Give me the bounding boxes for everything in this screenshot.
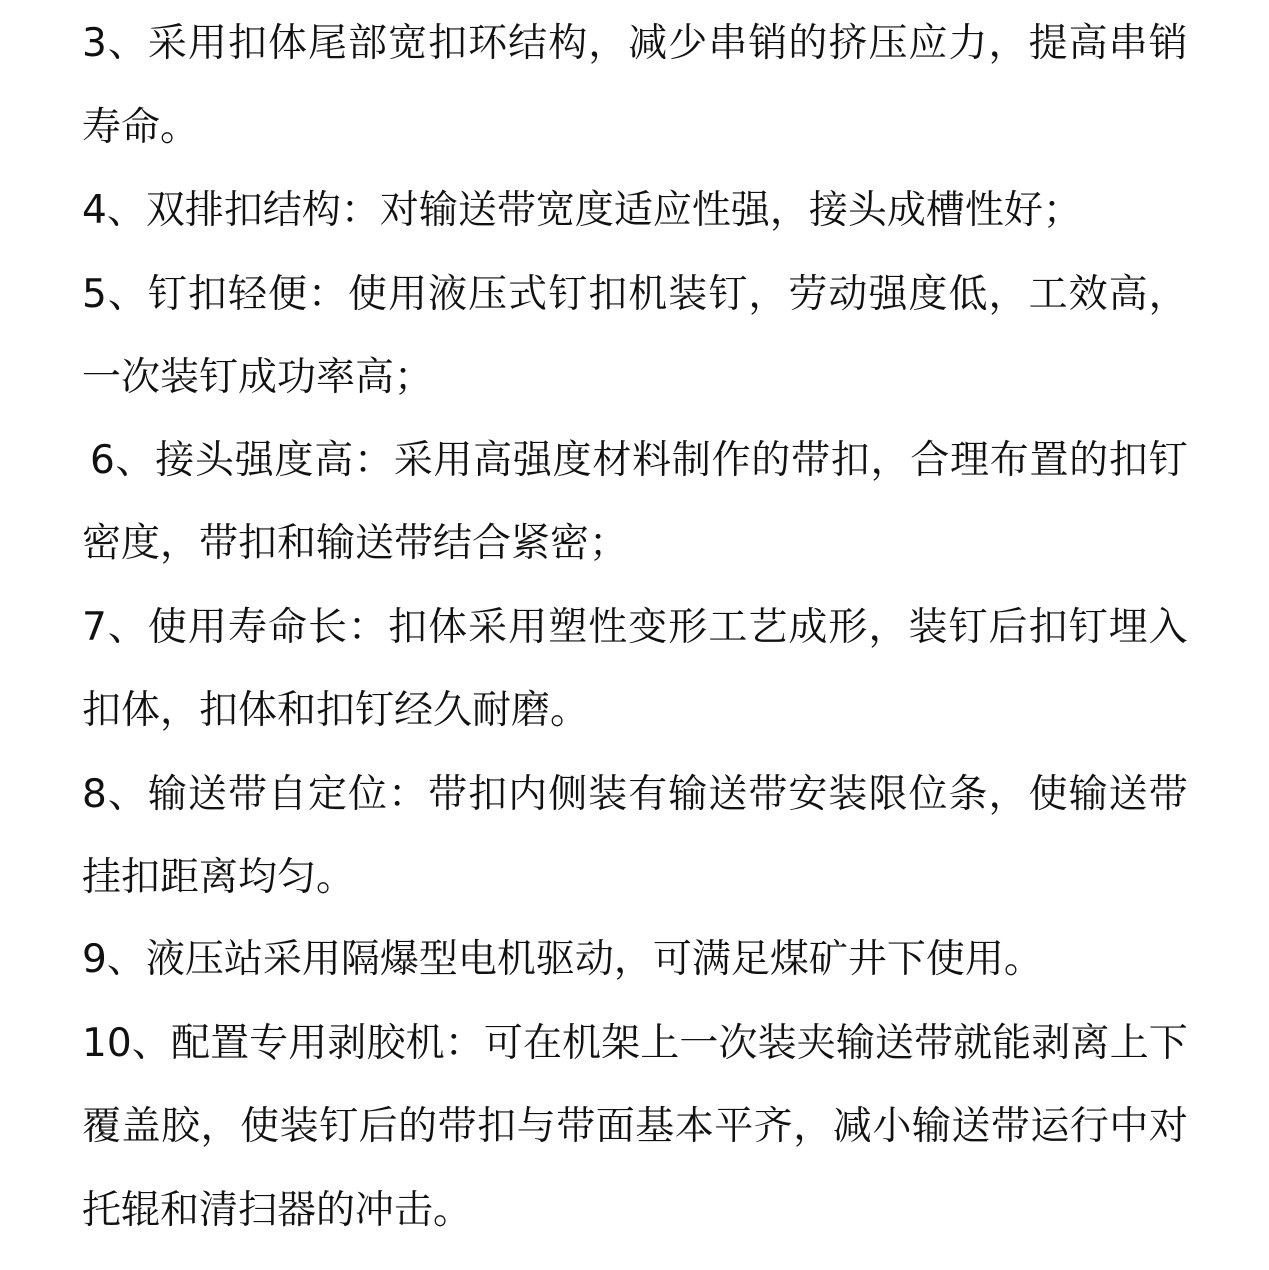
text-line: 一次装钉成功率高； <box>82 355 434 400</box>
text-line: 托辊和清扫器的冲击。 <box>82 1188 473 1233</box>
text-line: 5 、 钉 扣 轻 便 ： 使 用 液 压 式 钉 扣 机 装 钉 ， 劳 动 强 度 低 ， 工 效 高 ， <box>82 272 1188 317</box>
text-line: 4、双排扣结构：对输送带宽度适应性强，接头成槽性好； <box>82 188 1082 233</box>
text-line: 挂扣距离均匀。 <box>82 855 356 900</box>
text-line: 扣体，扣体和扣钉经久耐磨。 <box>82 688 590 733</box>
text-line: 寿命。 <box>82 105 200 150</box>
text-line: 6 、 接 头 强 度 高 ： 采 用 高 强 度 材 料 制 作 的 带 扣 ， 合 理 布 置 的 扣 钉 <box>90 438 1188 483</box>
text-line: 9、液压站采用隔爆型电机驱动，可满足煤矿井下使用。 <box>82 937 1043 982</box>
text-line: 8 、 输 送 带 自 定 位 ： 带 扣 内 侧 装 有 输 送 带 安 装 限 位 条 ， 使 输 送 带 <box>82 772 1188 817</box>
text-line: 1 0 、 配 置 专 用 剥 胶 机 ： 可 在 机 架 上 一 次 装 夹 输 送 带 就 能 剥 离 上 下 <box>82 1021 1188 1066</box>
text-line: 3 、 采 用 扣 体 尾 部 宽 扣 环 结 构 ， 减 少 串 销 的 挤 压 应 力 ， 提 高 串 销 <box>82 21 1188 66</box>
text-line: 7 、 使 用 寿 命 长 ： 扣 体 采 用 塑 性 变 形 工 艺 成 形 ， 装 钉 后 扣 钉 埋 入 <box>82 605 1188 650</box>
text-line: 覆 盖 胶 ， 使 装 钉 后 的 带 扣 与 带 面 基 本 平 齐 ， 减 小 输 送 带 运 行 中 对 <box>82 1104 1188 1149</box>
text-line: 密度，带扣和输送带结合紧密； <box>82 521 629 566</box>
